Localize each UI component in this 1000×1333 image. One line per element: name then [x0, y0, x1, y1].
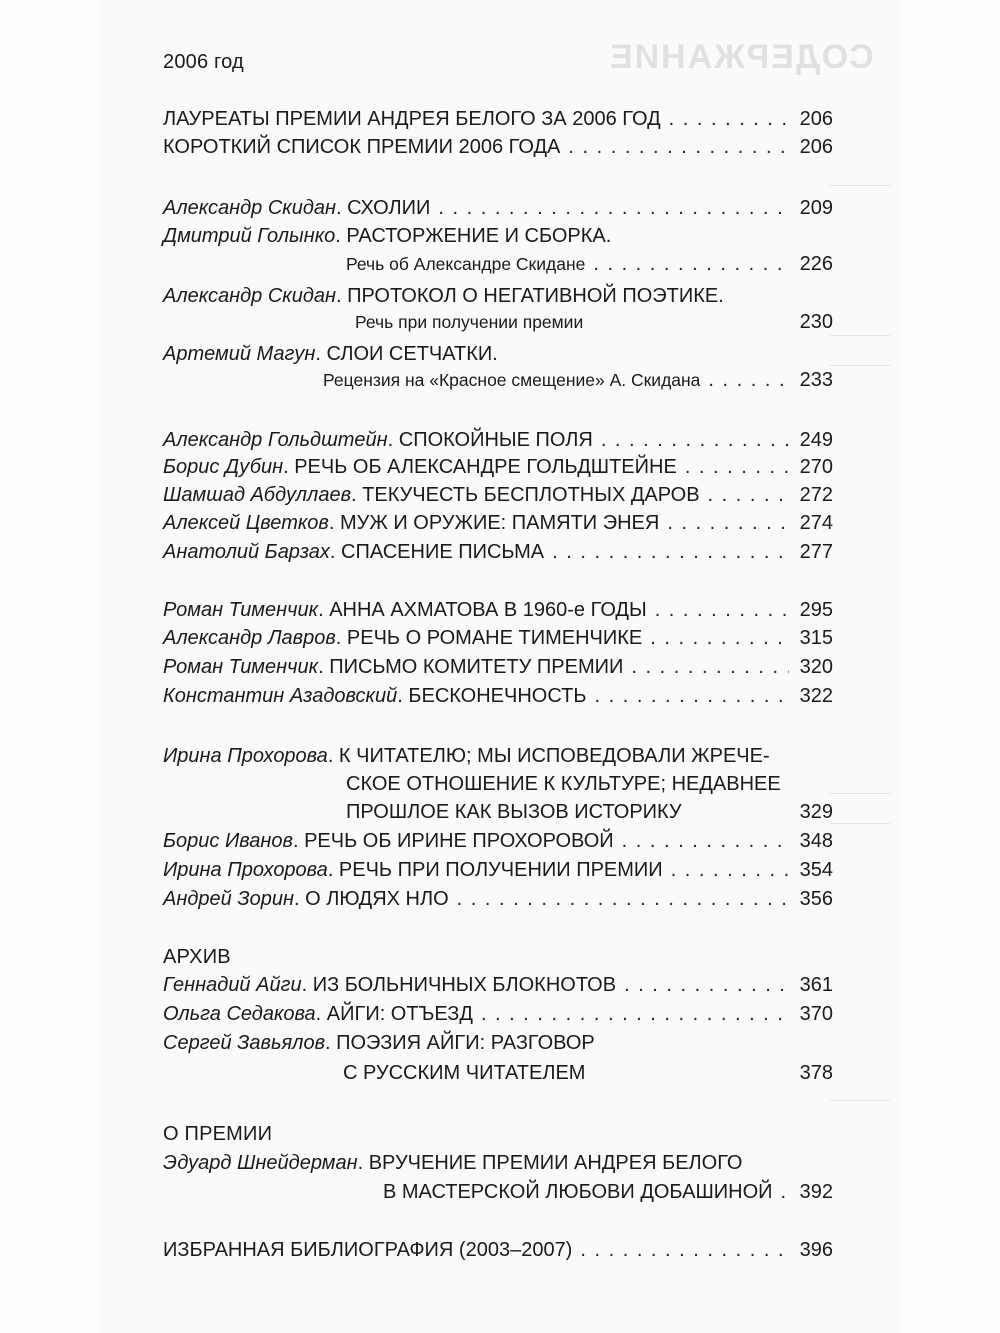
entry-title: . ПОЭЗИЯ АЙГИ: РАЗГОВОР [325, 1032, 595, 1054]
entry-title: ИЗБРАННАЯ БИБЛИОГРАФИЯ (2003–2007) [163, 1239, 573, 1261]
page-number: 226 [799, 253, 833, 275]
dot-leader [568, 135, 789, 159]
toc-entry[interactable] [163, 598, 833, 622]
entry-title: . АННА АХМАТОВА В 1960-е ГОДЫ [318, 599, 647, 621]
dot-leader [685, 455, 789, 479]
entry-title: . ИЗ БОЛЬНИЧНЫХ БЛОКНОТОВ [301, 974, 617, 996]
entry-title: . ТЕКУЧЕСТЬ БЕСПЛОТНЫХ ДАРОВ [351, 484, 700, 506]
page-number: 209 [799, 197, 833, 219]
entry-title: . АЙГИ: ОТЪЕЗД [315, 1003, 473, 1025]
entry-author: Дмитрий Голынко [163, 225, 336, 247]
dot-leader [631, 655, 789, 679]
page-number: 396 [799, 1239, 833, 1261]
entry-author: Борис Дубин [163, 456, 284, 478]
entry-title: . ПРОТОКОЛ О НЕГАТИВНОЙ ПОЭТИКЕ. [336, 285, 724, 307]
toc-entry[interactable] [163, 973, 833, 997]
entry-title-line: С РУССКИМ ЧИТАТЕЛЕМ [343, 1062, 586, 1084]
entry-author: Артемий Магун [163, 343, 316, 365]
entry-title: . СПОКОЙНЫЕ ПОЛЯ [387, 429, 593, 451]
section-heading-prize: О ПРЕМИИ [163, 1123, 273, 1145]
dot-leader [552, 540, 789, 564]
dot-leader [624, 973, 789, 997]
dot-leader [781, 1180, 789, 1204]
entry-title: . РЕЧЬ ОБ ИРИНЕ ПРОХОРОВОЙ [292, 830, 614, 852]
entry-title: . РАСТОРЖЕНИЕ И СБОРКА. [335, 225, 612, 247]
page-number: 329 [799, 801, 833, 823]
page-number: 361 [799, 974, 833, 996]
toc-entry[interactable] [163, 626, 833, 650]
page-number: 206 [799, 108, 833, 130]
dot-leader [671, 858, 789, 882]
entry-title: . ВРУЧЕНИЕ ПРЕМИИ АНДРЕЯ БЕЛОГО [357, 1152, 743, 1174]
toc-entry-continued[interactable] [346, 800, 833, 824]
year-heading: 2006 год [163, 51, 244, 73]
entry-author: Александр Скидан [163, 197, 337, 219]
dot-leader [593, 252, 789, 276]
entry-author: Александр Скидан [163, 285, 337, 307]
entry-subtitle: Речь при получении премии [355, 312, 584, 332]
entry-title: . К ЧИТАТЕЛЮ; МЫ ИСПОВЕДОВАЛИ ЖРЕЧЕ- [327, 745, 770, 767]
toc-entry-continued[interactable] [383, 1180, 833, 1204]
page-number: 249 [799, 429, 833, 451]
page-number: 378 [799, 1062, 833, 1084]
toc-entry[interactable] [163, 1238, 833, 1262]
page-number: 206 [799, 136, 833, 158]
toc-entry[interactable] [163, 342, 498, 366]
show-through-text: СОДЕРЖАНИЕ [0, 0, 1000, 1333]
toc-entry[interactable] [163, 224, 611, 248]
toc-entry[interactable] [163, 1002, 833, 1026]
toc-entry-continued[interactable] [343, 1061, 833, 1085]
entry-author: Андрей Зорин [163, 888, 294, 910]
entry-author: Сергей Завьялов [163, 1032, 326, 1054]
entry-author: Константин Азадовский [163, 685, 398, 707]
entry-title: . ПИСЬМО КОМИТЕТУ ПРЕМИИ [318, 656, 624, 678]
entry-title: . МУЖ И ОРУЖИЕ: ПАМЯТИ ЭНЕЯ [328, 512, 660, 534]
entry-title: ЛАУРЕАТЫ ПРЕМИИ АНДРЕЯ БЕЛОГО ЗА 2006 ГОД [163, 108, 661, 130]
entry-title: . РЕЧЬ ПРИ ПОЛУЧЕНИИ ПРЕМИИ [327, 859, 663, 881]
toc-entry[interactable] [163, 829, 833, 853]
toc-entry-line: СКОЕ ОТНОШЕНИЕ К КУЛЬТУРЕ; НЕДАВНЕЕ [346, 773, 781, 795]
entry-title: . СЛОИ СЕТЧАТКИ. [315, 343, 498, 365]
section-heading-archive: АРХИВ [163, 946, 231, 968]
toc-entry[interactable] [163, 483, 833, 507]
toc-entry[interactable] [163, 540, 833, 564]
entry-title: . СПАСЕНИЕ ПИСЬМА [329, 541, 545, 563]
entry-title-line: ПРОШЛОЕ КАК ВЫЗОВ ИСТОРИКУ [346, 801, 682, 823]
toc-entry[interactable] [163, 887, 833, 911]
entry-author: Борис Иванов [163, 830, 293, 852]
entry-author: Роман Тименчик [163, 599, 319, 621]
dot-leader [669, 107, 789, 131]
page-number: 272 [799, 484, 833, 506]
entry-subtitle: Речь об Александре Скидане [346, 254, 586, 274]
page-number: 277 [799, 541, 833, 563]
page-number: 315 [799, 627, 833, 649]
entry-author: Роман Тименчик [163, 656, 319, 678]
page-number: 392 [799, 1181, 833, 1203]
dot-leader [708, 368, 789, 392]
entry-title-line: В МАСТЕРСКОЙ ЛЮБОВИ ДОБАШИНОЙ [383, 1181, 773, 1203]
toc-entry-continued[interactable] [346, 252, 833, 276]
dot-leader [601, 428, 789, 452]
toc-entry[interactable] [163, 511, 833, 535]
entry-title: КОРОТКИЙ СПИСОК ПРЕМИИ 2006 ГОДА [163, 136, 561, 158]
page-number: 274 [799, 512, 833, 534]
toc-entry[interactable] [163, 196, 833, 220]
dot-leader [580, 1238, 789, 1262]
entry-author: Ольга Седакова [163, 1003, 316, 1025]
toc-entry[interactable] [163, 655, 833, 679]
toc-entry-continued[interactable] [323, 368, 833, 392]
toc-entry[interactable] [163, 684, 833, 708]
toc-entry[interactable] [163, 284, 724, 308]
entry-title: . РЕЧЬ О РОМАНЕ ТИМЕНЧИКЕ [335, 627, 643, 649]
entry-author: Анатолий Барзах [163, 541, 330, 563]
entry-author: Шамшад Абдуллаев [163, 484, 352, 506]
toc-entry[interactable] [163, 1151, 742, 1175]
dot-leader [457, 887, 789, 911]
toc-entry[interactable] [163, 428, 833, 452]
page-number: 270 [799, 456, 833, 478]
dot-leader [622, 829, 789, 853]
dot-leader [438, 196, 789, 220]
dot-leader [650, 626, 789, 650]
toc-entry[interactable] [163, 744, 770, 768]
page-number: 322 [799, 685, 833, 707]
page-number: 320 [799, 656, 833, 678]
entry-author: Александр Лавров [163, 627, 336, 649]
page-number: 348 [799, 830, 833, 852]
page-number: 370 [799, 1003, 833, 1025]
page-number: 295 [799, 599, 833, 621]
entry-title: . БЕСКОНЕЧНОСТЬ [397, 685, 587, 707]
dot-leader [708, 483, 789, 507]
entry-author: Ирина Прохорова [163, 745, 328, 767]
page-number: 356 [799, 888, 833, 910]
page-number: 354 [799, 859, 833, 881]
entry-author: Ирина Прохорова [163, 859, 328, 881]
toc-entry[interactable] [163, 107, 833, 131]
dot-leader [594, 684, 789, 708]
entry-author: Александр Гольдштейн [163, 429, 388, 451]
entry-title: . О ЛЮДЯХ НЛО [293, 888, 449, 910]
entry-author: Геннадий Айги [163, 974, 302, 996]
entry-title: . СХОЛИИ [336, 197, 431, 219]
entry-author: Алексей Цветков [163, 512, 329, 534]
page-number: 233 [799, 369, 833, 391]
toc-entry-continued[interactable] [355, 310, 833, 334]
page-number: 230 [799, 311, 833, 333]
dot-leader [655, 598, 789, 622]
entry-author: Эдуард Шнейдерман [163, 1152, 358, 1174]
toc-entry[interactable] [163, 135, 833, 159]
toc-entry[interactable] [163, 455, 833, 479]
toc-entry[interactable] [163, 1031, 595, 1055]
entry-subtitle: Рецензия на «Красное смещение» А. Скидана [323, 370, 701, 390]
entry-title: . РЕЧЬ ОБ АЛЕКСАНДРЕ ГОЛЬДШТЕЙНЕ [283, 456, 677, 478]
toc-entry[interactable] [163, 858, 833, 882]
dot-leader [481, 1002, 789, 1026]
dot-leader [667, 511, 789, 535]
